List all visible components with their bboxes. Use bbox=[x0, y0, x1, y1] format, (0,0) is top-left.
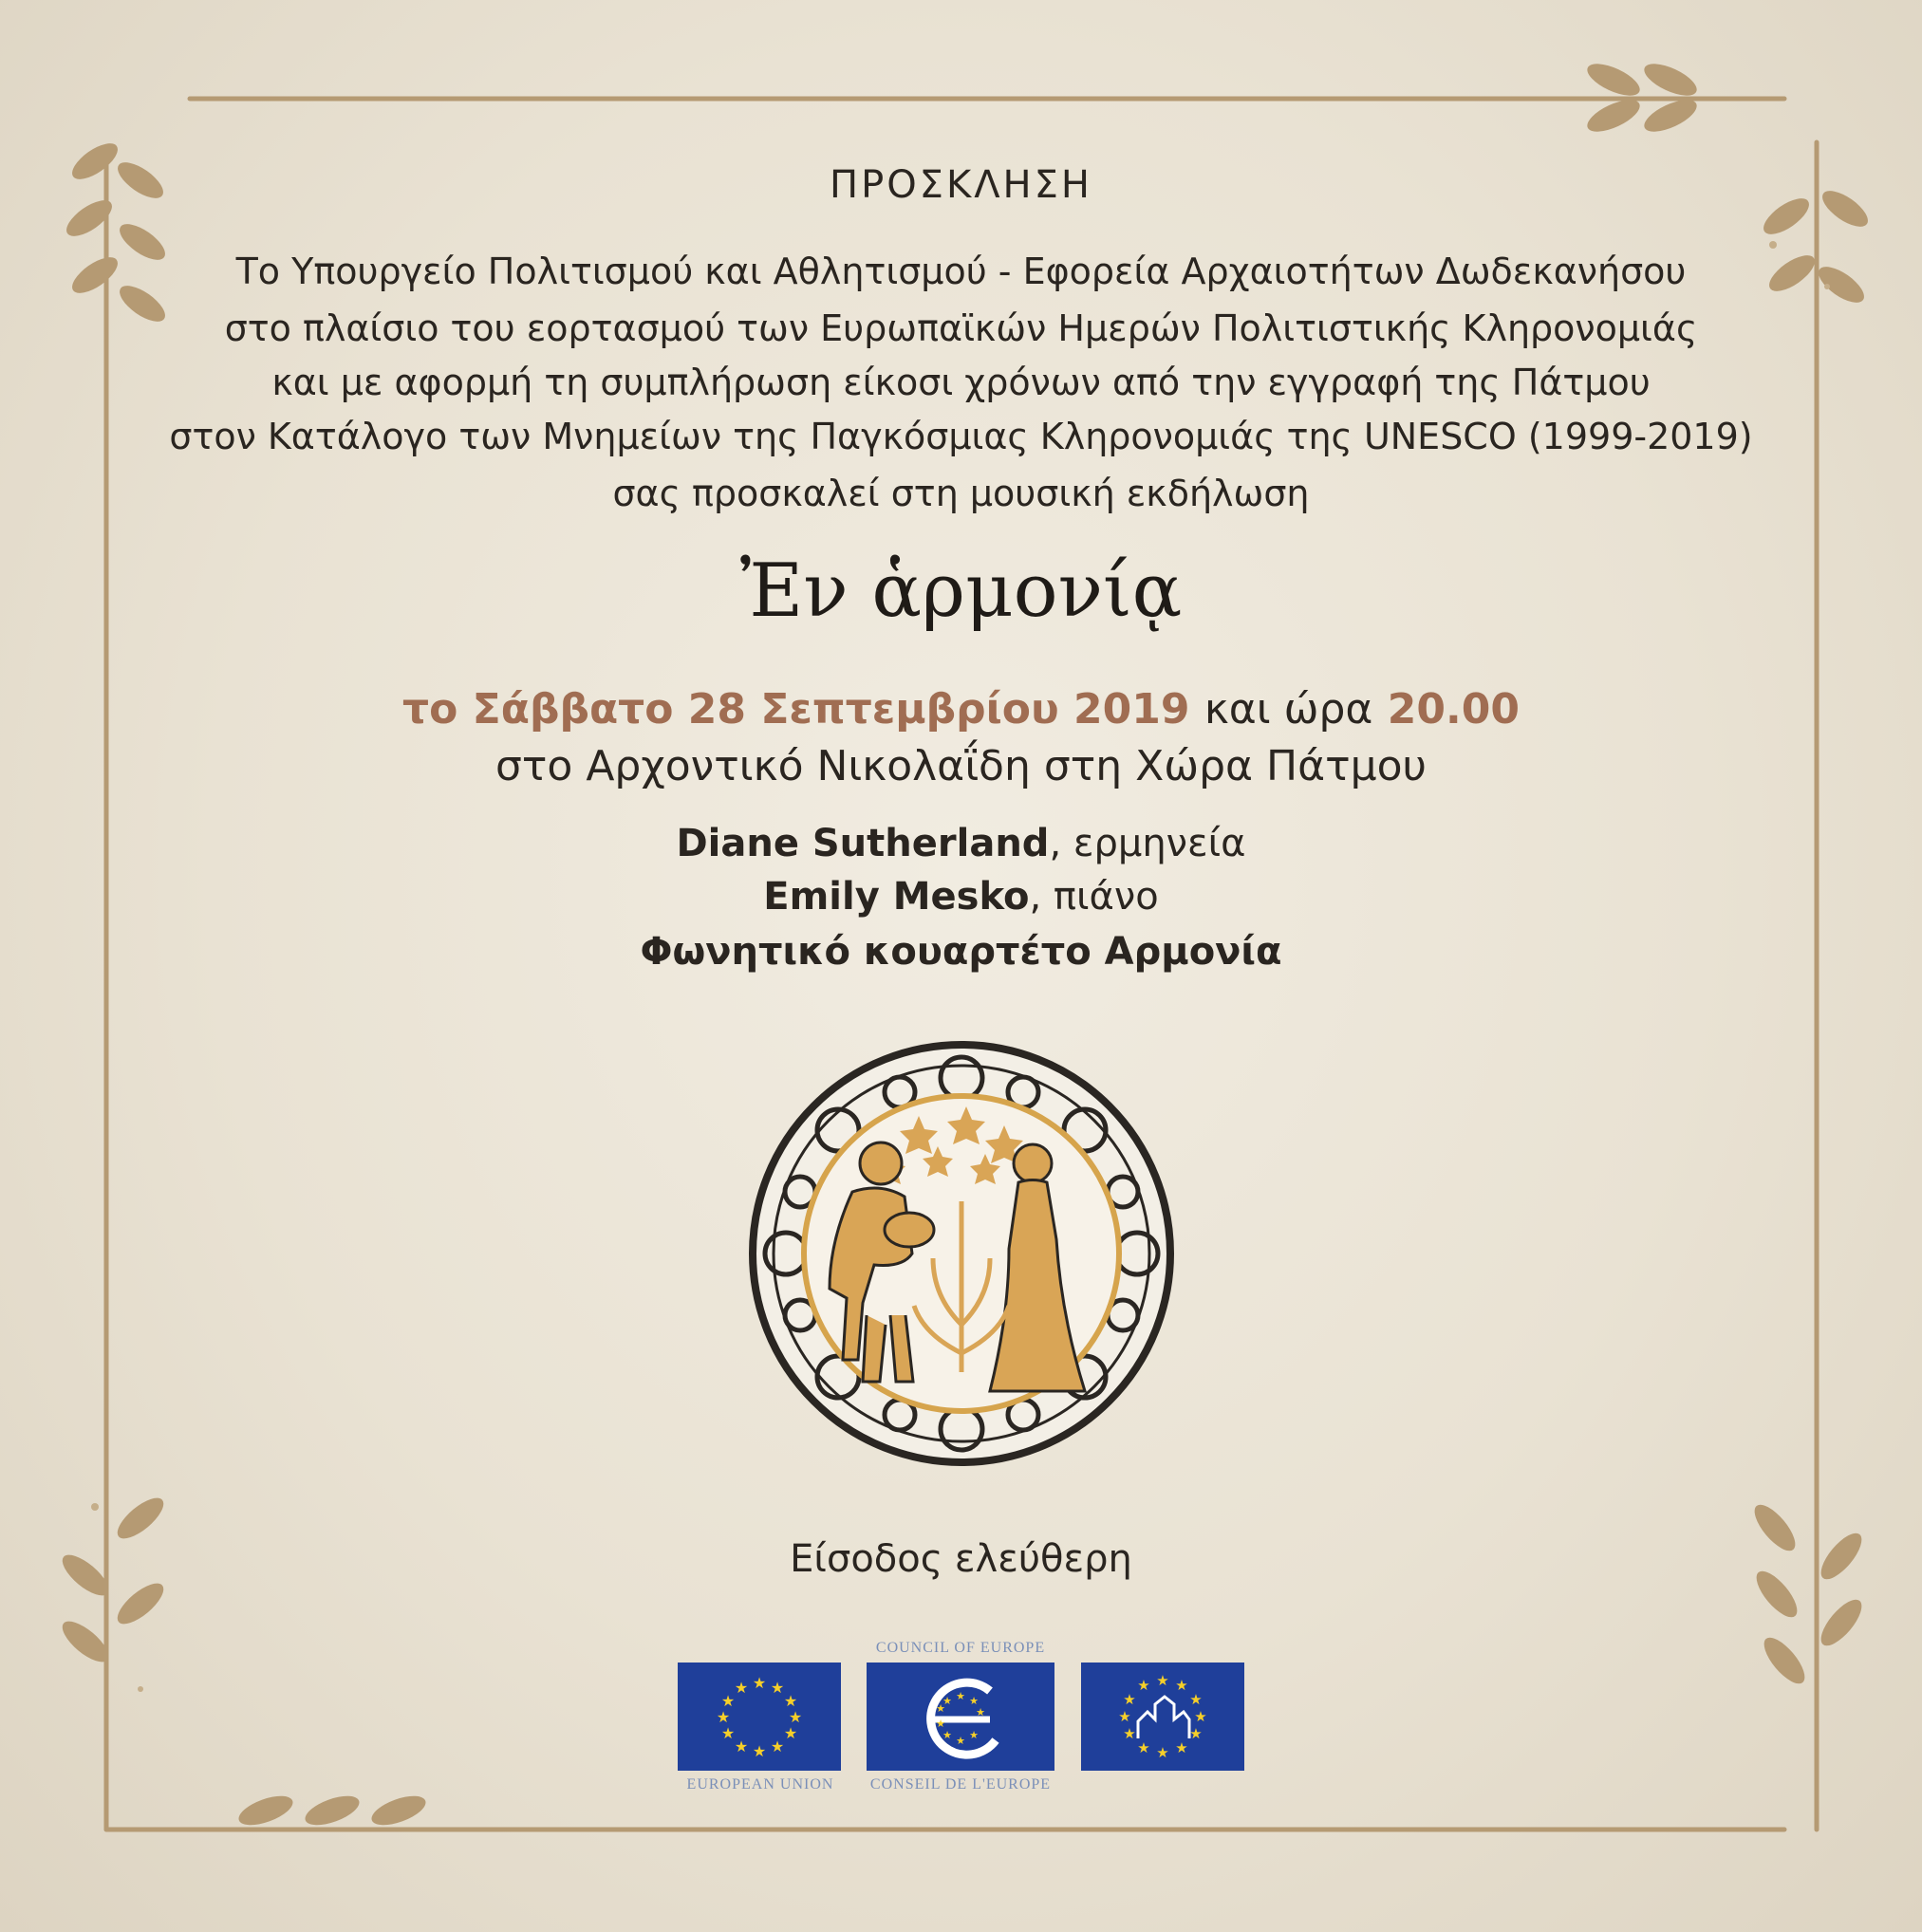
event-date: το Σάββατο 28 Σεπτεμβρίου 2019 bbox=[402, 685, 1190, 734]
performer-role: , ερμηνεία bbox=[1049, 822, 1246, 865]
svg-text:★: ★ bbox=[783, 1724, 798, 1742]
leaf-branch-bottom-right bbox=[1748, 1498, 1869, 1689]
svg-text:★: ★ bbox=[1123, 1725, 1136, 1742]
invitation-heading: ΠΡΟΣΚΛΗΣΗ bbox=[830, 163, 1092, 207]
svg-text:★: ★ bbox=[1123, 1691, 1136, 1708]
intro-line-1: Το Υπουργείο Πολιτισμού και Αθλητισμού - Εφορεία Αρχαιοτήτων Δωδεκανήσου bbox=[235, 251, 1687, 292]
svg-text:★: ★ bbox=[788, 1708, 803, 1726]
svg-text:★: ★ bbox=[783, 1692, 798, 1710]
performer-name: Emily Mesko bbox=[763, 875, 1030, 919]
council-of-europe-logo bbox=[867, 1663, 1054, 1771]
svg-text:★: ★ bbox=[1189, 1691, 1203, 1708]
performer-1 bbox=[0, 822, 1922, 865]
svg-text:★: ★ bbox=[956, 1735, 965, 1747]
svg-text:★: ★ bbox=[936, 1718, 945, 1730]
coe-caption-bottom: CONSEIL DE L'EUROPE bbox=[869, 1776, 1052, 1793]
intro-line-5: σας προσκαλεί στη μουσική εκδήλωση bbox=[612, 473, 1310, 514]
svg-text:★: ★ bbox=[1156, 1672, 1169, 1689]
performer-name: Φωνητικό κουαρτέτο Αρμονία bbox=[640, 930, 1282, 974]
intro-line-3: και με αφορμή τη συμπλήρωση είκοσι χρόνων από την εγγραφή της Πάτμου bbox=[271, 362, 1651, 403]
event-venue: στο Αρχοντικό Νικολαΐδη στη Χώρα Πάτμου bbox=[495, 742, 1427, 790]
svg-text:★: ★ bbox=[976, 1706, 985, 1718]
svg-text:★: ★ bbox=[1175, 1739, 1188, 1756]
performer-2 bbox=[0, 875, 1922, 919]
svg-text:★: ★ bbox=[956, 1690, 965, 1702]
svg-text:★: ★ bbox=[770, 1679, 785, 1697]
coe-caption-top: COUNCIL OF EUROPE bbox=[875, 1640, 1046, 1656]
svg-text:★: ★ bbox=[1175, 1677, 1188, 1694]
intro-line-2: στο πλαίσιο του εορτασμού των Ευρωπαϊκών Ημερών Πολιτιστικής Κληρονομιάς bbox=[224, 307, 1698, 349]
svg-text:★: ★ bbox=[942, 1729, 952, 1741]
svg-text:★: ★ bbox=[1156, 1744, 1169, 1761]
performer-role: , πιάνο bbox=[1029, 875, 1159, 919]
svg-text:★: ★ bbox=[1137, 1739, 1150, 1756]
svg-text:★: ★ bbox=[752, 1742, 767, 1760]
free-entry-note: Είσοδος ελεύθερη bbox=[790, 1537, 1132, 1581]
musicians-medallion bbox=[748, 1040, 1175, 1467]
eu-flag-logo bbox=[678, 1663, 841, 1771]
heritage-days-logo bbox=[1081, 1663, 1244, 1771]
svg-text:★: ★ bbox=[752, 1674, 767, 1692]
svg-text:★: ★ bbox=[720, 1692, 736, 1710]
event-title: Ἐν ἁρμονίᾳ bbox=[739, 548, 1183, 634]
performer-name: Diane Sutherland bbox=[676, 822, 1050, 865]
performer-3 bbox=[0, 930, 1922, 974]
svg-text:★: ★ bbox=[969, 1729, 979, 1741]
intro-line-4: στον Κατάλογο των Μνημείων της Παγκόσμιας Κληρονομιάς της UNESCO (1999-2019) bbox=[169, 416, 1753, 457]
svg-text:★: ★ bbox=[942, 1695, 952, 1707]
svg-text:★: ★ bbox=[734, 1737, 749, 1756]
svg-text:★: ★ bbox=[720, 1724, 736, 1742]
svg-text:★: ★ bbox=[1137, 1677, 1150, 1694]
date-time-line bbox=[0, 685, 1922, 734]
svg-text:★: ★ bbox=[1118, 1708, 1131, 1725]
time-connector: και ώρα bbox=[1204, 685, 1373, 734]
eu-caption: EUROPEAN UNION bbox=[686, 1776, 834, 1793]
svg-text:★: ★ bbox=[770, 1737, 785, 1756]
svg-text:★: ★ bbox=[1194, 1708, 1207, 1725]
event-time: 20.00 bbox=[1387, 685, 1520, 734]
svg-text:★: ★ bbox=[716, 1708, 731, 1726]
svg-text:★: ★ bbox=[936, 1702, 945, 1715]
svg-text:★: ★ bbox=[1189, 1725, 1203, 1742]
svg-text:★: ★ bbox=[734, 1679, 749, 1697]
svg-text:★: ★ bbox=[969, 1695, 979, 1707]
